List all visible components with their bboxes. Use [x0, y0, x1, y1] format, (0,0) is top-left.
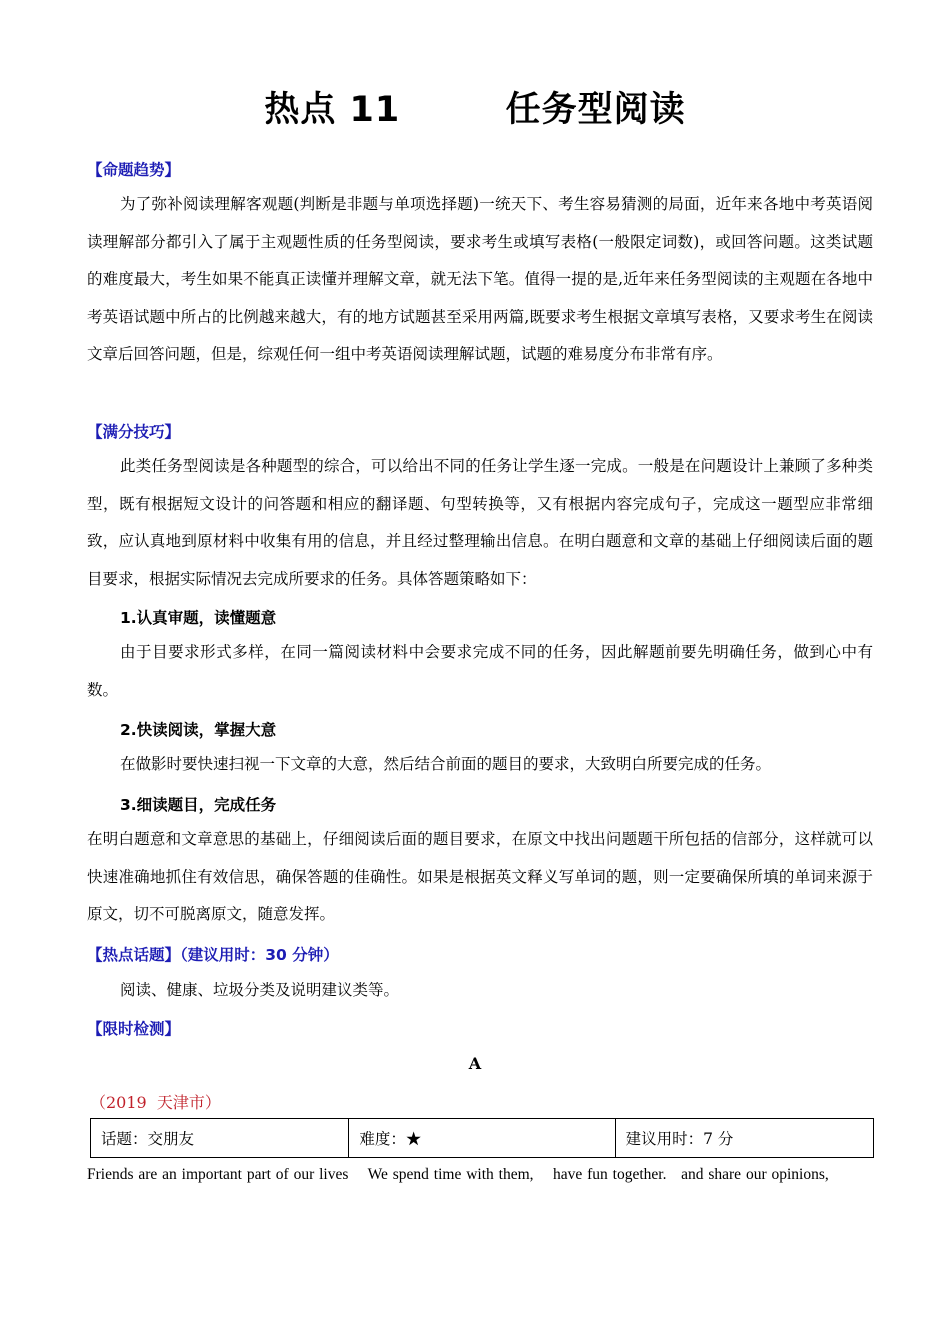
paragraph-step-3: 在明白题意和文章意思的基础上，仔细阅读后面的题目要求，在原文中找出问题题干所包括的信部分，这样就可以快速准确地抓住有效信思，确保答题的佳确性。如果是根据英文释义写单词的题，则一定要确保所填的单词来源于原文，切不可脱离原文，随意发挥。 — [87, 830, 873, 923]
passage-source: （2019 天津市） — [90, 1093, 221, 1112]
passage-info-table — [90, 1118, 874, 1158]
info-difficulty-cell: 难度：★ — [349, 1119, 615, 1158]
paragraph-skills: 此类任务型阅读是各种题型的综合，可以给出不同的任务让学生逐一完成。一般是在问题设计上兼顾了多种类型，既有根据短文设计的问答题和相应的翻译题、句型转换等，又有根据内容完成句子，完成这一题型应非常细致，应认真地到原材料中收集有用的信息，并且经过整理输出信息。在明白题意和文章的基础上仔细阅读后面的题目要求，根据实际情况去完成所要求的任务。具体答题策略如下： — [87, 457, 873, 588]
step-heading-1: 1.认真审题，读懂题意 — [120, 609, 277, 627]
section-heading-skills: 【满分技巧】 — [87, 423, 181, 441]
passage-label: A — [468, 1054, 482, 1073]
step-heading-3: 3.细读题目，完成任务 — [120, 796, 277, 814]
table-row — [91, 1119, 874, 1158]
step-heading-2: 2.快读阅读，掌握大意 — [120, 721, 277, 739]
page-title: 热点 11 任务型阅读 — [264, 90, 686, 130]
section-heading-topics: 【热点话题】（建议用时：30 分钟） — [87, 946, 339, 964]
passage-first-line: Friends are an important part of our lives We spend time with them, have fun together. and share our opinions, — [87, 1166, 829, 1183]
paragraph-step-1: 由于目要求形式多样，在同一篇阅读材料中会要求完成不同的任务，因此解题前要先明确任务，做到心中有数。 — [87, 643, 873, 699]
paragraph-step-2: 在做影时要快速扫视一下文章的大意，然后结合前面的题目的要求，大致明白所要完成的任务。 — [120, 755, 772, 773]
info-time-cell: 建议用时：7 分 — [615, 1119, 873, 1158]
paragraph-topics: 阅读、健康、垃圾分类及说明建议类等。 — [120, 981, 400, 999]
paragraph-trend: 为了弥补阅读理解客观题(判断是非题与单项选择题)一统天下、考生容易猜测的局面，近年来各地中考英语阅读理解部分都引入了属于主观题性质的任务型阅读，要求考生或填写表格(一般限定词数)，或回答问题。这类试题的难度最大，考生如果不能真正读懂并理解文章，就无法下笔。值得一提的是,近年来任务型阅读的主观题在各地中考英语试题中所占的比例越来越大，有的地方试题甚至采用两篇,既要求考生根据文章填写表格，又要求考生在阅读文章后回答问题，但是，综观任何一组中考英语阅读理解试题，试题的难易度分布非常有序。 — [87, 195, 873, 363]
info-topic-cell: 话题：交朋友 — [91, 1119, 349, 1158]
section-heading-test: 【限时检测】 — [87, 1020, 181, 1038]
section-heading-trend: 【命题趋势】 — [87, 161, 181, 179]
